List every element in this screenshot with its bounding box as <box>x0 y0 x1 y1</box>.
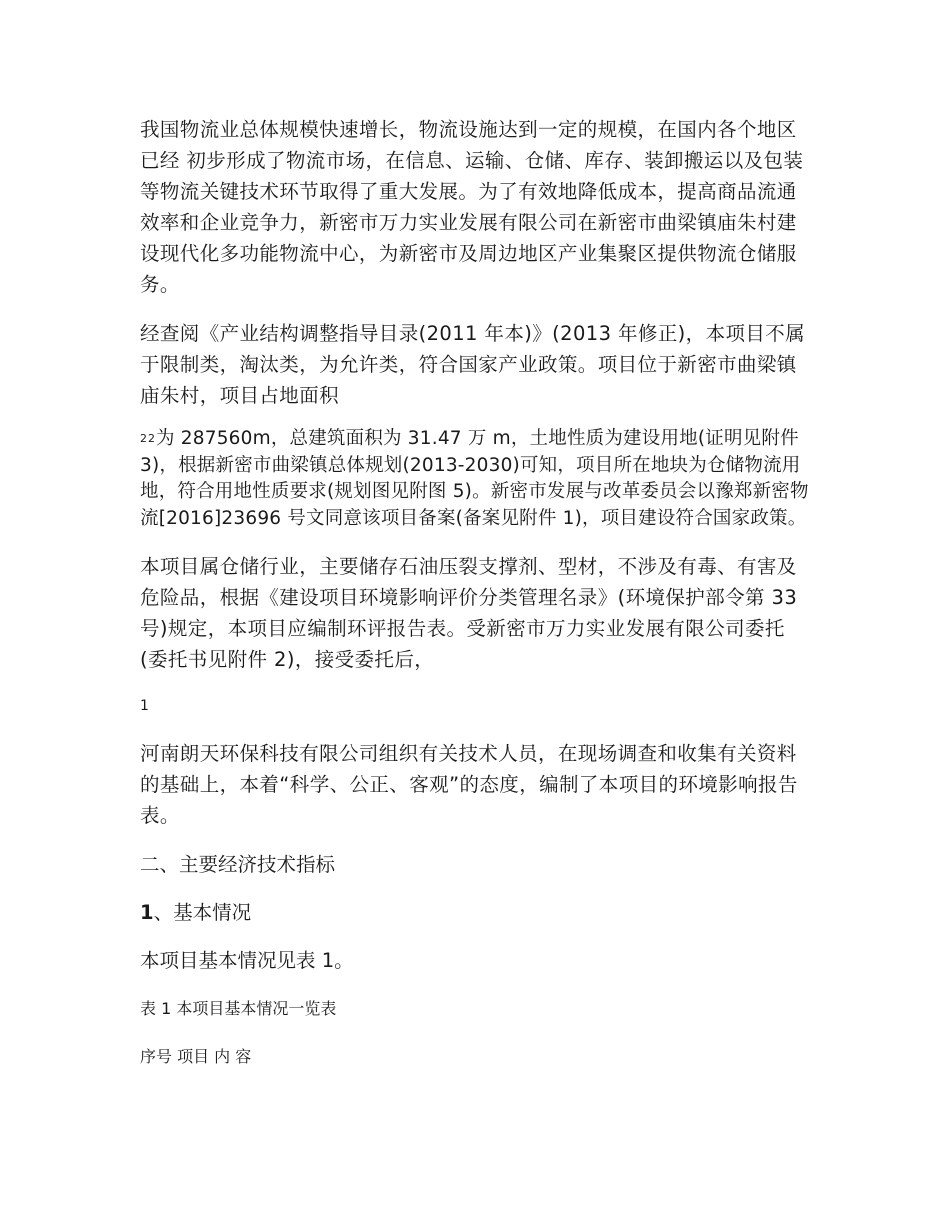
table-header-row: 序号 项目 内 容 <box>140 1047 252 1066</box>
table-caption: 表 1 本项目基本情况一览表 <box>140 999 337 1018</box>
document-page <box>140 114 812 1069</box>
section-heading-economic-indicators: 二、主要经济技术指标 <box>140 853 336 876</box>
page-number: 1 <box>140 698 149 714</box>
paragraph-report-preparation: 河南朗天环保科技有限公司组织有关技术人员，在现场调查和收集有关资料的基础上，本着“科学、公正、客观”的态度，编制了本项目的环境影响报告表。 <box>140 742 798 827</box>
paragraph-industry-classification: 本项目属仓储行业，主要储存石油压裂支撑剂、型材，不涉及有毒、有害及危险品，根据《建设项目环境影响评价分类管理名录》(环境保护部令第 33 号)规定，本项目应编制环评报告表。受新密市万力实业发展有限公司委托(委托书见附件 2)，接受委托后， <box>140 555 798 671</box>
paragraph-industry-policy: 经查阅《产业结构调整指导目录(2011 年本)》(2013 年修正)，本项目不属于限制类，淘汰类，为允许类，符合国家产业政策。项目位于新密市曲梁镇庙朱村，项目占地面积 <box>140 322 806 407</box>
land-area-text: 为 287560m，总建筑面积为 31.47 万 m，土地性质为建设用地(证明见附件 3)，根据新密市曲梁镇总体规划(2013-2030)可知，项目所在地块为仓储物流用地，符合用地性质要求(规划图见附图 5)。新密市发展与改革委员会以豫郑新密物流[2016]23696 号文同意该项目备案(备案见附件 1)，项目建设符合国家政策。 <box>140 428 809 529</box>
superscript-units: 22 <box>140 432 156 445</box>
paragraph-logistics-growth: 我国物流业总体规模快速增长，物流设施达到一定的规模，在国内各个地区已经 初步形成了物流市场，在信息、运输、仓储、库存、装卸搬运以及包装等物流关键技术环节取得了重大发展。为了有效地降低成本，提高商品流通效率和企业竞争力，新密市万力实业发展有限公司在新密市曲梁镇庙朱村建设现代化多功能物流中心，为新密市及周边地区产业集聚区提供物流仓储服务。 <box>140 118 804 296</box>
subsection-number: 1 <box>140 901 154 924</box>
subsection-title: 、基本情况 <box>153 901 252 924</box>
subsection-heading-basic-info <box>140 899 812 927</box>
paragraph-table-reference: 本项目基本情况见表 1。 <box>140 949 354 972</box>
paragraph-land-area <box>140 426 812 532</box>
